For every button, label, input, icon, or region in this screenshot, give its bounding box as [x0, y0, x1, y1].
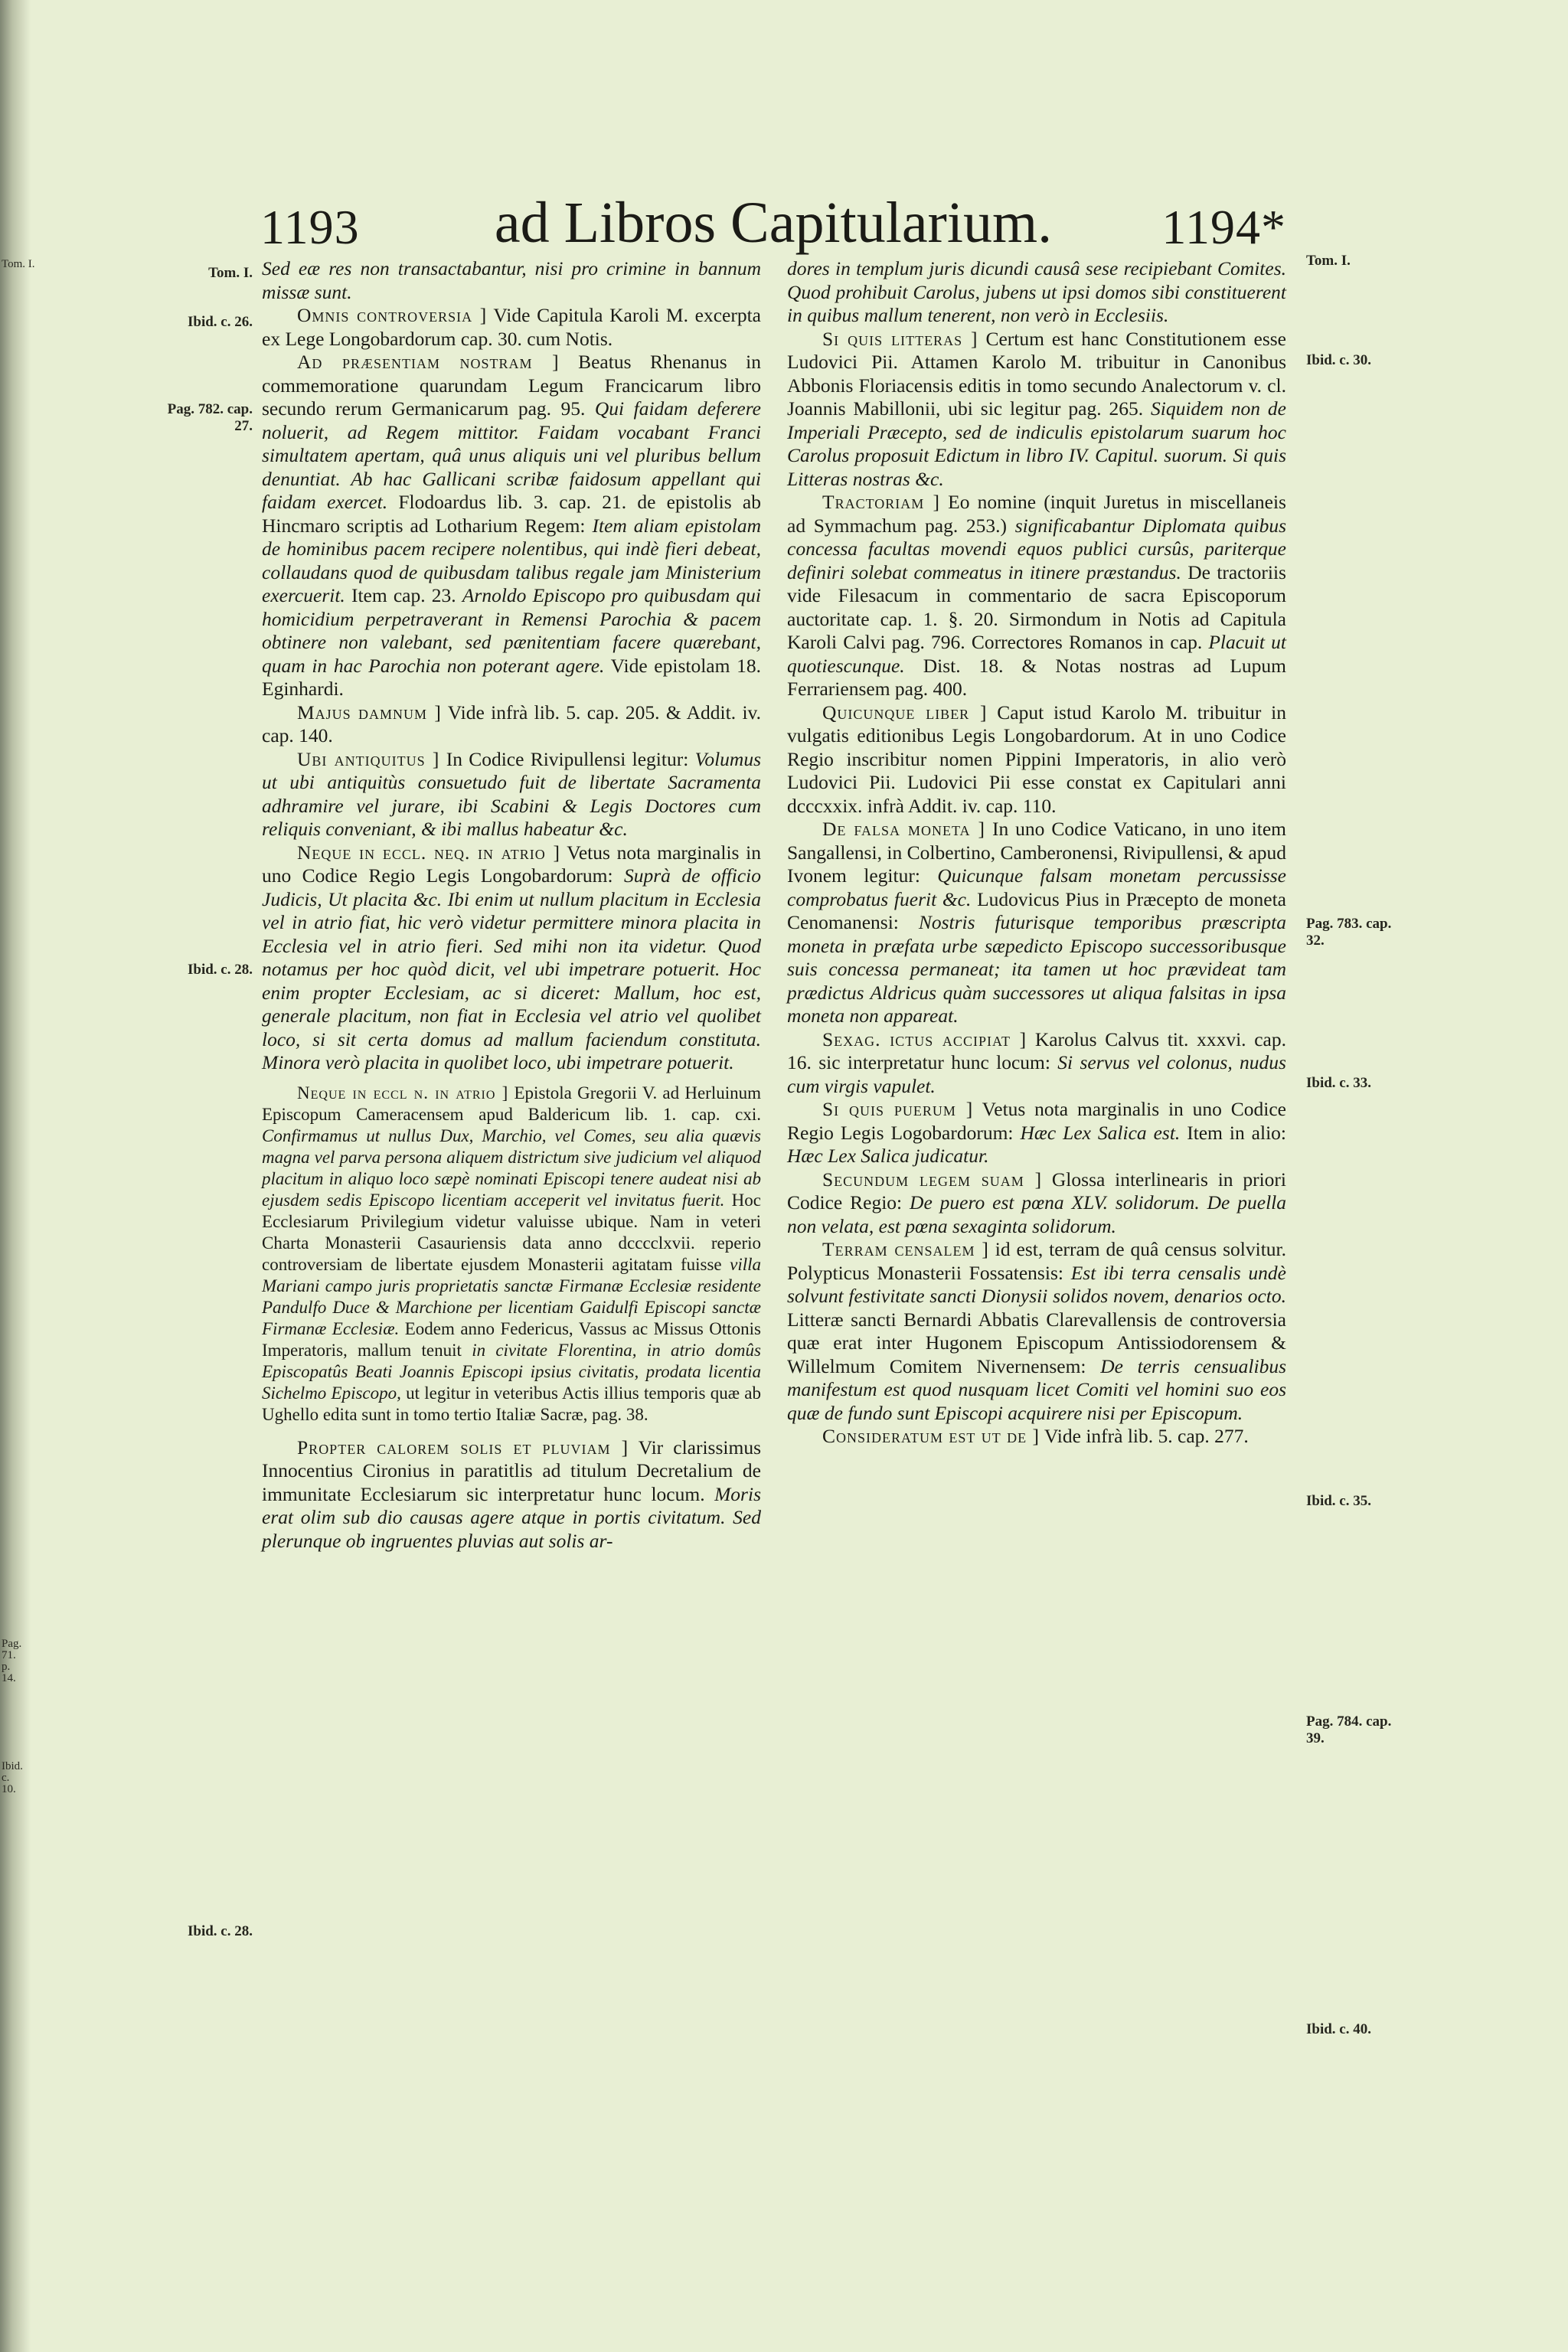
paragraph: Si quis litteras ] Certum est hanc Constitutionem esse Ludovici Pii. Attamen Karolo M. tribuitur in Canonibus Abbonis Floriacensis editis in tomo secundo Analectorum v. cl. Joannis Mabillonii, ubi sic legitur pag. 265. Siquidem non de Imperiali Præcepto, sed de indiculis epistolarum suarum hoc Carolus proposuit Edictum in libro IV. Capitul. suorum. Si quis Litteras nostras &c.	[787, 327, 1286, 490]
lemma: Tractoriam ]	[822, 491, 940, 513]
lemma: Quicunque liber ]	[822, 701, 988, 724]
paragraph: Tractoriam ] Eo nomine (inquit Juretus in miscellaneis ad Symmachum pag. 253.) significabantur Diplomata quibus concessa facultas movendi equos publici cursûs, pariterque definiri solebat commeatus in itinere præstandus. De tractoriis vide Filesacum in commentario de sacra Episcoporum auctoritate cap. 1. §. 20. Sirmondum in Notis ad Capitula Karoli Calvi pag. 796. Correctores Romanos in cap. Placuit ut quotiescunque. Dist. 18. & Notas nostras ad Lupum Ferrariensem pag. 400.	[787, 491, 1287, 700]
margin-reference: Tom. I.	[208, 265, 253, 281]
lemma: Si quis litteras ]	[822, 327, 978, 350]
margin-reference: Pag. 784. cap. 39.	[1306, 1713, 1392, 1746]
lemma: Terram censalem ]	[822, 1238, 989, 1260]
paragraph: Neque in eccl n. in atrio ] Epistola Gregorii V. ad Herluinum Episcopum Cameracensem apud Baldericum lib. 1. cap. cxi. Confirmamus ut nullus Dux, Marchio, vel Comes, seu alia quævis magna vel parva persona aliquem districtum sive judicium vel aliquod placitum in aliquo loco sæpè nominati Episcopi tenere audeat nisi ab ejusdem sedis Episcopo licentiam acceperit vel invitatus fuerit. Hoc Ecclesiarum Privilegium videtur valuisse ubique. Nam in veteri Charta Monasterii Casauriensis data anno dcccclxvii. reperio controversiam de libertate ejusdem Monasterii agitatam fuisse villa Mariani campo juris proprietatis sanctæ Firmanæ Ecclesiæ residente Pandulfo Duce & Marchione per licentiam Gaidulfi Episcopi sanctæ Firmanæ Ecclesiæ. Eodem anno Federicus, Vassus ac Missus Ottonis Imperatoris, mallum tenuit in civitate Florentina, in atrio domûs Episcopatûs Beati Joannis Episcopi ipsius civitatis, prodata licentia Sichelmo Episcopo, ut legitur in veteribus Actis illius temporis quæ ab Ughello edita sunt in tomo tertio Italiæ Sacræ, pag. 38.	[262, 1083, 762, 1424]
gutter-note: Ibid. c. 10.	[2, 1760, 23, 1795]
paragraph: Si quis puerum ] Vetus nota marginalis in uno Codice Regio Legis Logobardorum: Hæc Lex Salica est. Item in alio: Hæc Lex Salica judicatur.	[787, 1098, 1287, 1167]
paragraph: dores in templum juris dicundi causâ sese recipiebant Comites. Quod prohibuit Carolus, jubens ut ipsi domos sibi constituerent in quibus mallum tenerent, non verò in Ecclesiis.	[787, 257, 1286, 326]
margin-reference: Pag. 783. cap. 32.	[1306, 916, 1392, 949]
lemma: Neque in eccl. neq. in atrio ]	[297, 841, 560, 864]
binding-gutter	[0, 0, 31, 2352]
left-page-number: 1193	[260, 200, 360, 254]
lemma: Ubi antiquitus ]	[297, 747, 440, 770]
paragraph: Secundum legem suam ] Glossa interlinearis in priori Codice Regio: De puero est pœna XLV. solidorum. De puella non velata, est pœna sexaginta solidorum.	[787, 1168, 1286, 1237]
paragraph: De falsa moneta ] In uno Codice Vaticano, in uno item Sangallensi, in Colbertino, Camberonensi, Rivipullensi, & apud Ivonem legitur: Quicunque falsam monetam percussisse comprobatus fuerit &c. Ludovicus Pius in Præcepto de moneta Cenomanensi: Nostris futurisque temporibus præscripta moneta in præfata urbe sæpedicto Episcopo successoribusque suis concessa permaneat; ita tamen ut hoc prævideat tam prædictus Aldricus quàm successores ut aliqua falsitas in ipsa moneta non appareat.	[787, 818, 1287, 1027]
lemma: Consideratum est ut de ]	[822, 1425, 1040, 1447]
lemma: Sexag. ictus accipiat ]	[822, 1027, 1027, 1050]
paragraph: Propter calorem solis et pluviam ] Vir clarissimus Innocentius Cironius in paratitlis ad titulum Decretalium de immunitate Ecclesiarum sic interpretatur hunc locum. Moris erat olim sub dio causas agere atque in portis civitatum. Sed plerunque ob ingruentes pluvias aut solis ar-	[262, 1436, 761, 1552]
lemma: Si quis puerum ]	[822, 1098, 974, 1120]
margin-reference: Ibid. c. 33.	[1306, 1075, 1371, 1091]
paragraph: Majus damnum ] Vide infrà lib. 5. cap. 205. & Addit. iv. cap. 140.	[262, 701, 761, 746]
paragraph: Omnis controversia ] Vide Capitula Karoli M. excerpta ex Lege Longobardorum cap. 30. cum Notis.	[262, 304, 761, 350]
margin-reference: Ibid. c. 26.	[188, 314, 253, 330]
margin-reference: Ibid. c. 40.	[1306, 2021, 1371, 2037]
left-text-column	[262, 257, 761, 1553]
running-header	[260, 190, 1286, 259]
lemma: Majus damnum ]	[297, 701, 442, 724]
margin-reference: Ibid. c. 35.	[1306, 1493, 1371, 1509]
margin-reference: Ibid. c. 28.	[188, 962, 253, 978]
running-title: ad Libros Capitularium.	[494, 191, 1053, 255]
lemma: Ad præsentiam nostram ]	[297, 351, 560, 373]
lemma: Secundum legem suam ]	[822, 1168, 1043, 1191]
gutter-note: Tom. I.	[2, 258, 35, 270]
margin-reference: Tom. I.	[1306, 253, 1351, 269]
paragraph: Quicunque liber ] Caput istud Karolo M. tribuitur in vulgatis editionibus Legis Longobardorum. At in uno Codice Regio inscribitur nomen Pippini Imperatoris, in alio verò Ludovici Pii. Ludovici Pii esse constat ex Capitulari anni dcccxxix. infrà Addit. iv. cap. 110.	[787, 701, 1286, 817]
lemma: Propter calorem solis et pluviam ]	[297, 1436, 629, 1459]
paragraph: Consideratum est ut de ] Vide infrà lib. 5. cap. 277.	[822, 1425, 1249, 1447]
paragraph: Neque in eccl. neq. in atrio ] Vetus nota marginalis in uno Codice Regio Legis Longobardorum: Suprà de officio Judicis, Ut placita &c. Ibi enim ut nullum placitum in Ecclesia vel in atrio fiat, hic verò videtur permittere minora placita in Ecclesia vel in atrio fieri. Sed mihi non ita videtur. Quod notamus per hoc quòd dicit, vel ubi impetrare potuerit. Hoc enim propter Ecclesiam, ac si diceret: Mallum, hoc est, generale placitum, non fiat in Ecclesia vel atrio vel quolibet loco, si sit certa domus ad mallum faciendum constituta. Minora verò placita in quolibet loco, ubi impetrare potuerit.	[262, 841, 762, 1073]
gutter-note: Pag. 71. p. 14.	[2, 1638, 22, 1684]
lemma: De falsa moneta ]	[822, 818, 986, 840]
lemma: Neque in eccl n. in atrio ]	[297, 1083, 509, 1102]
paragraph: Sexag. ictus accipiat ] Karolus Calvus tit. xxxvi. cap. 16. sic interpretatur hunc locum: Si servus vel colonus, nudus cum virgis vapulet.	[787, 1027, 1286, 1097]
paragraph: Ubi antiquitus ] In Codice Rivipullensi legitur: Volumus ut ubi antiquitùs consuetudo fuit de libertate Sacramenta adhramire vel jurare, ibi Scabini & Legis Doctores cum reliquis conveniant, & ibi mallus habeatur &c.	[262, 747, 761, 840]
margin-reference: Ibid. c. 30.	[1306, 352, 1371, 368]
paragraph: Sed eæ res non transactabantur, nisi pro crimine in bannum missæ sunt.	[262, 257, 761, 303]
lemma: Omnis controversia ]	[297, 304, 488, 326]
margin-reference: Ibid. c. 28.	[188, 1923, 253, 1939]
right-page-number: 1194*	[1161, 200, 1286, 254]
right-text-column	[787, 257, 1286, 1449]
paragraph: Ad præsentiam nostram ] Beatus Rhenanus in commemoratione quarundam Legum Francicarum libro secundo rerum Germanicarum pag. 95. Qui faidam deferere noluerit, ad Regem mittitor. Faidam vocabant Franci simultatem apertam, quâ unus aliquis uni vel pluribus bellum denuntiat. Ab hac Gallicani scribæ faidosum appellant qui faidam exercet. Flodoardus lib. 3. cap. 21. de epistolis ab Hincmaro scriptis ad Lotharium Regem: Item aliam epistolam de hominibus pacem recipere nolentibus, qui indè fieri debeat, collaudans quod de quibusdam talibus regale jam Ministerium exercuerit. Item cap. 23. Arnoldo Episcopo pro quibusdam qui homicidium perpetraverant in Remensi Parochia & pacem obtinere non valebant, sed pænitentiam facere quærebant, quam in hac Parochia non poterant agere. Vide epistolam 18. Eginhardi.	[262, 351, 761, 700]
margin-reference: Pag. 782. cap. 27.	[167, 401, 253, 434]
paragraph: Terram censalem ] id est, terram de quâ census solvitur. Polypticus Monasterii Fossatensis: Est ibi terra censalis undè solvunt festivitate sancti Dionysii solidos novem, denarios octo. Litteræ sancti Bernardi Abbatis Clarevallensis de controversia quæ erat inter Hugonem Episcopum Antissiodorensem & Willelmum Comitem Nivernensem: De terris censualibus manifestum est quod nusquam licet Comiti vel homini suo eos quæ de fundo sunt Episcopi acquirere nisi per Episcopum.	[787, 1238, 1286, 1424]
